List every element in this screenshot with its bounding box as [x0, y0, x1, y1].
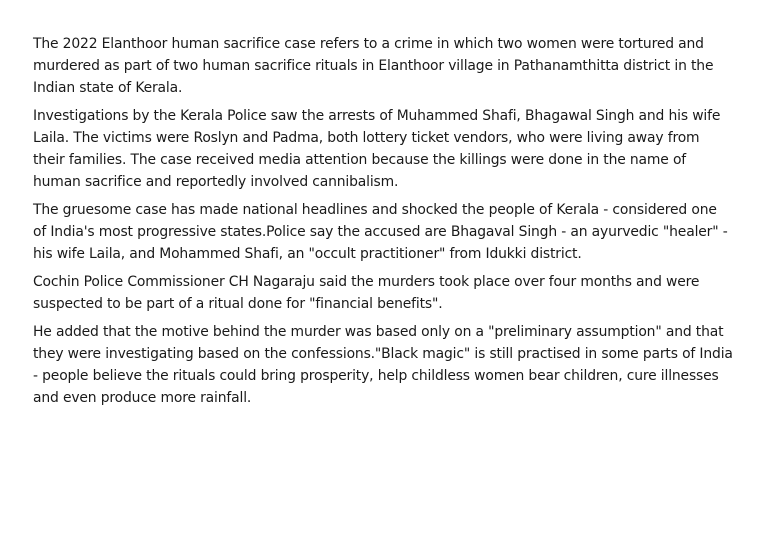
document-body — [33, 33, 733, 415]
paragraph-headlines: The gruesome case has made national headlines and shocked the people of Kerala - considered one of India's most progressive states.Police say the accused are Bhagaval Singh - an ayurvedic "healer" - his wife Laila, and Mohammed Shafi, an "occult practitioner" from Idukki district. — [33, 202, 728, 262]
paragraph-motive: He added that the motive behind the murder was based only on a "preliminary assumption" and that they were investigating based on the confessions."Black magic" is still practised in some parts of India - people believe the rituals could bring prosperity, help childless women bear children, cure illnesses and even produce more rainfall. — [33, 324, 733, 406]
paragraph-intro: The 2022 Elanthoor human sacrifice case refers to a crime in which two women were tortured and murdered as part of two human sacrifice rituals in Elanthoor village in Pathanamthitta district in the Indian state of Kerala. — [33, 36, 714, 96]
paragraph-commissioner: Cochin Police Commissioner CH Nagaraju said the murders took place over four months and were suspected to be part of a ritual done for "financial benefits". — [33, 274, 700, 312]
paragraph-investigation: Investigations by the Kerala Police saw the arrests of Muhammed Shafi, Bhagawal Singh and his wife Laila. The victims were Roslyn and Padma, both lottery ticket vendors, who were living away from their families. The case received media attention because the killings were done in the name of human sacrifice and reportedly involved cannibalism. — [33, 108, 721, 190]
